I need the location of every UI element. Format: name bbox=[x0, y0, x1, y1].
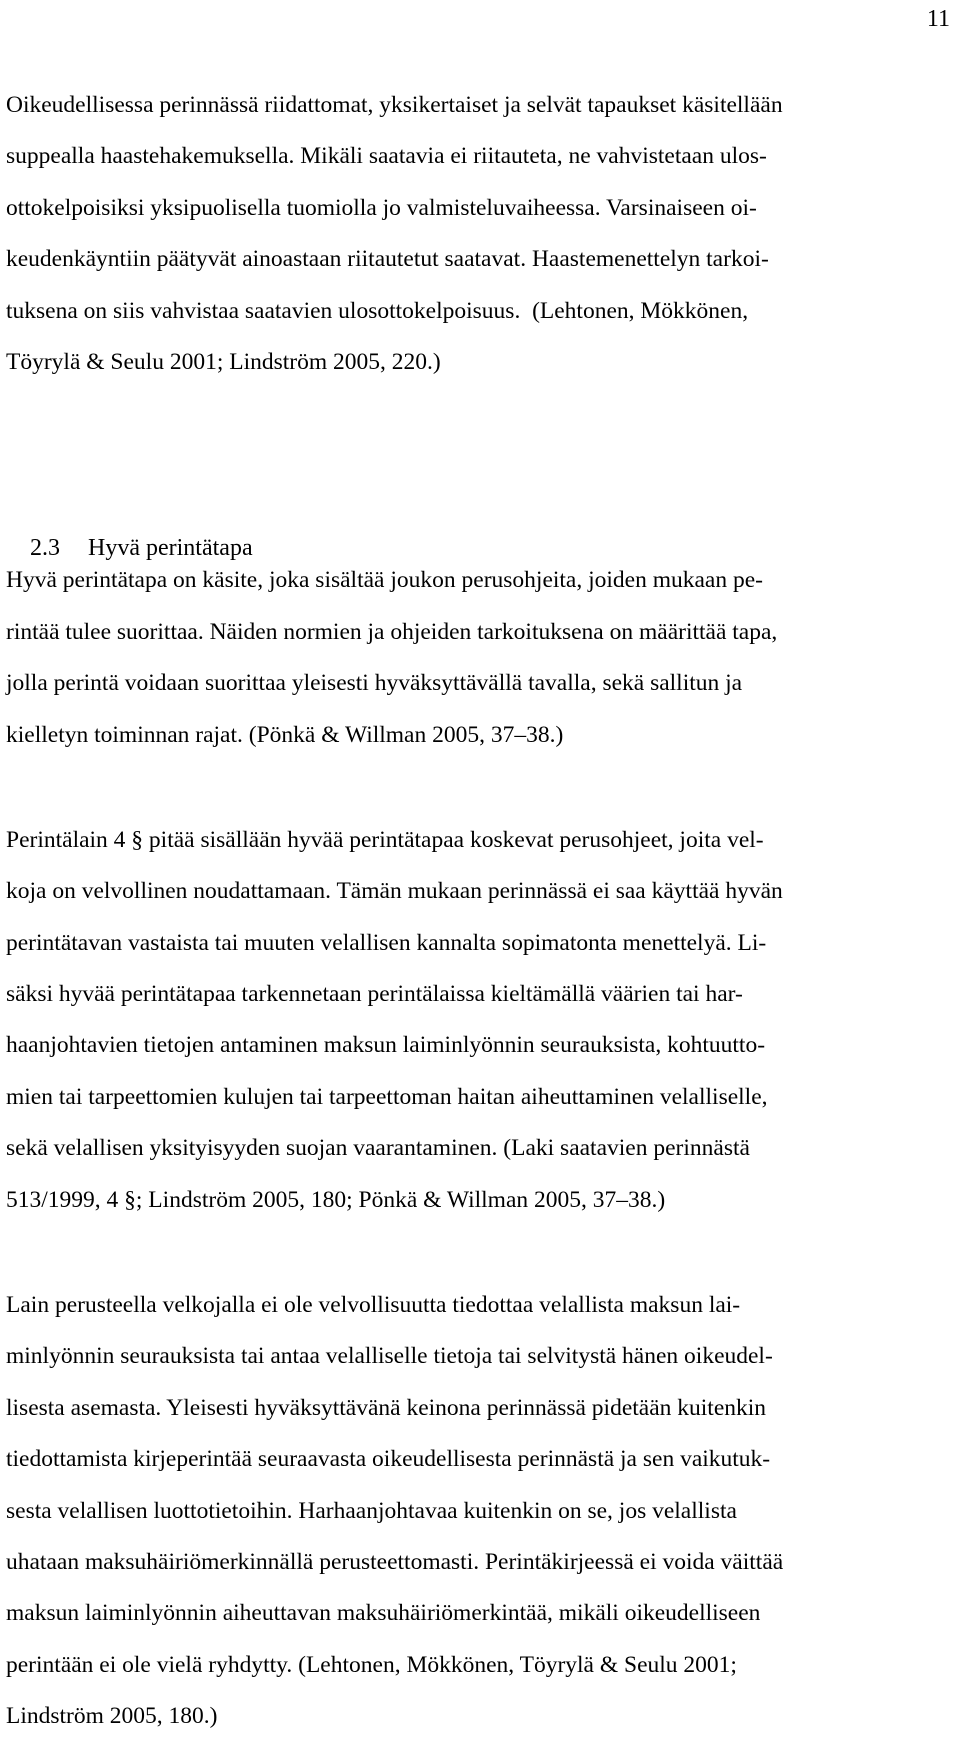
section-paragraph-3 bbox=[6, 1280, 956, 1743]
page-number: 11 bbox=[926, 6, 950, 32]
text-line: 513/1999, 4 §; Lindström 2005, 180; Pönkä & Willman 2005, 37–38.) bbox=[6, 1186, 666, 1213]
text-line: perintään ei ole vielä ryhdytty. (Lehtonen, Mökkönen, Töyrylä & Seulu 2001; bbox=[6, 1651, 737, 1678]
text-line: säksi hyvää perintätapaa tarkennetaan perintälaissa kieltämällä väärien tai har- bbox=[6, 981, 743, 1008]
text-line: Lain perusteella velkojalla ei ole velvollisuutta tiedottaa velallista maksun lai- bbox=[6, 1292, 741, 1319]
text-line: Perintälain 4 § pitää sisällään hyvää perintätapaa koskevat perusohjeet, joita vel- bbox=[6, 826, 764, 853]
text-line: tiedottamista kirjeperintää seuraavasta oikeudellisesta perinnästä ja sen vaikutuk- bbox=[6, 1446, 771, 1473]
section-paragraph-1 bbox=[6, 555, 956, 761]
text-line: maksun laiminlyönnin aiheuttavan maksuhäiriömerkintää, mikäli oikeudelliseen bbox=[6, 1600, 761, 1627]
text-line: sesta velallisen luottotietoihin. Harhaanjohtavaa kuitenkin on se, jos velallista bbox=[6, 1497, 737, 1524]
page-body bbox=[6, 80, 956, 1743]
text-line: lisesta asemasta. Yleisesti hyväksyttävänä keinona perinnässä pidetään kuitenkin bbox=[6, 1394, 767, 1421]
text-line: uhataan maksuhäiriömerkinnällä perusteettomasti. Perintäkirjeessä ei voida väittää bbox=[6, 1548, 784, 1575]
section-heading bbox=[6, 472, 956, 562]
text-line: koja on velvollinen noudattamaan. Tämän mukaan perinnässä ei saa käyttää hyvän bbox=[6, 878, 783, 905]
section-paragraph-2 bbox=[6, 815, 956, 1226]
intro-paragraph bbox=[6, 80, 956, 388]
text-line: sekä velallisen yksityisyyden suojan vaarantaminen. (Laki saatavien perinnästä bbox=[6, 1135, 750, 1162]
section-title: Hyvä perintätapa bbox=[88, 535, 253, 562]
text-line: Hyvä perintätapa on käsite, joka sisältää joukon perusohjeita, joiden mukaan pe- bbox=[6, 567, 763, 594]
text-line: rintää tulee suorittaa. Näiden normien ja ohjeiden tarkoituksena on määrittää tapa, bbox=[6, 618, 778, 645]
text-line: tuksena on siis vahvistaa saatavien ulosottokelpoisuus. (Lehtonen, Mökkönen, bbox=[6, 297, 749, 324]
section-number: 2.3 bbox=[30, 535, 60, 562]
text-line: mien tai tarpeettomien kulujen tai tarpeettoman haitan aiheuttaminen velalliselle, bbox=[6, 1083, 768, 1110]
text-line: suppealla haastehakemuksella. Mikäli saatavia ei riitauteta, ne vahvistetaan ulos- bbox=[6, 143, 767, 170]
text-line: haanjohtavien tietojen antaminen maksun laiminlyönnin seurauksista, kohtuutto- bbox=[6, 1032, 766, 1059]
text-line: Oikeudellisessa perinnässä riidattomat, yksikertaiset ja selvät tapaukset käsitellään bbox=[6, 92, 783, 118]
text-line: Töyrylä & Seulu 2001; Lindström 2005, 220.) bbox=[6, 348, 441, 375]
text-line: perintätavan vastaista tai muuten velallisen kannalta sopimatonta menettelyä. Li- bbox=[6, 929, 767, 956]
text-line: keudenkäyntiin päätyvät ainoastaan riitautetut saatavat. Haastemenettelyn tarkoi- bbox=[6, 246, 769, 273]
text-line: Lindström 2005, 180.) bbox=[6, 1703, 218, 1730]
text-line: jolla perintä voidaan suorittaa yleisesti hyväksyttävällä tavalla, sekä sallitun ja bbox=[6, 670, 743, 697]
text-line: ottokelpoisiksi yksipuolisella tuomiolla jo valmisteluvaiheessa. Varsinaiseen oi- bbox=[6, 194, 757, 221]
text-line: minlyönnin seurauksista tai antaa velalliselle tietoja tai selvitystä hänen oikeudel- bbox=[6, 1343, 773, 1370]
text-line: kielletyn toiminnan rajat. (Pönkä & Willman 2005, 37–38.) bbox=[6, 721, 564, 748]
